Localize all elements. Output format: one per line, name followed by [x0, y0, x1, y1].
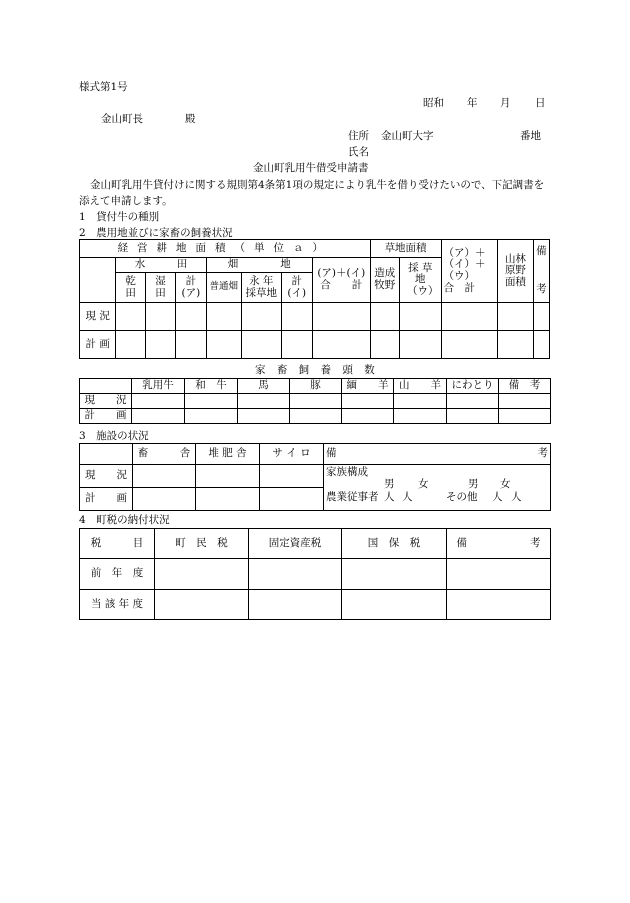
forest-area-header: 山林原野面積: [498, 240, 533, 303]
family-composition: 家族構成 男 女 男 女 農業従事者 人 人 その他 人 人: [324, 465, 551, 511]
hay-meadow-header: 採 草 地 （ウ）: [399, 258, 441, 303]
subtotal-a-header: 計 (ア): [176, 273, 206, 303]
facilities-table: [79, 443, 551, 511]
pig-header: 豚: [290, 379, 342, 394]
land-use-table: [79, 239, 550, 359]
honorific: 殿: [185, 113, 196, 125]
date-era: 昭和: [423, 97, 444, 109]
date-month: 月: [500, 97, 511, 109]
facilities-remarks-header: 備 考: [324, 444, 551, 465]
silo-header: サ イ ロ: [260, 444, 324, 465]
sheep-header: 緬 羊: [342, 379, 394, 394]
normal-field-header: 普通畑: [206, 273, 241, 303]
section-2-heading: 2 農用地並びに家畜の飼養状況: [79, 227, 233, 239]
remarks-header: 備 考: [533, 240, 549, 303]
livestock-title: 家 畜 飼 養 頭 数: [255, 364, 379, 376]
horse-header: 馬: [238, 379, 290, 394]
grassland-header: 草地面積: [370, 240, 441, 258]
tax-row-current-year: 当 該 年 度: [80, 590, 155, 620]
town-tax-header: 町 民 税: [155, 529, 249, 559]
name-label: 氏名: [348, 146, 369, 158]
wet-paddy-header: 湿 田: [145, 273, 175, 303]
facilities-corner: [80, 444, 133, 465]
dairy-cattle-header: 乳用牛: [132, 379, 185, 394]
section-4-heading: 4 町税の納付状況: [79, 514, 170, 526]
address-label: 住所: [348, 130, 369, 142]
section-1-heading: 1 貸付牛の種別: [79, 211, 160, 223]
livestock-table: [79, 378, 551, 424]
tax-table: [79, 528, 551, 620]
address-value: 金山町大字: [381, 130, 434, 142]
health-tax-header: 国 保 税: [342, 529, 447, 559]
livestock-row-current: 現 況: [80, 394, 132, 409]
addressee: 金山町長: [101, 113, 143, 125]
field-header: 畑 地: [206, 258, 312, 273]
corner-cell: [80, 258, 116, 303]
developed-pasture-header: 造成牧野: [370, 258, 399, 303]
livestock-row-plan: 計 画: [80, 409, 132, 424]
total-aiu-header: （ア）＋ （イ）＋ （ウ） 合 計: [441, 240, 498, 303]
property-tax-header: 固定資産税: [249, 529, 342, 559]
cultivated-area-header: 経営耕地面積（単位ａ）: [80, 240, 371, 258]
chicken-header: にわとり: [447, 379, 499, 394]
compost-shed-header: 堆 肥 舎: [196, 444, 260, 465]
barn-header: 畜 舎: [133, 444, 196, 465]
livestock-corner: [80, 379, 132, 394]
section-3-heading: 3 施設の状況: [79, 430, 149, 442]
facilities-row-plan: 計 画: [80, 488, 133, 511]
facilities-row-current: 現 況: [80, 465, 133, 488]
paddy-header: 水 田: [116, 258, 206, 273]
date-year: 年: [467, 97, 478, 109]
tax-remarks-header: 備 考: [447, 529, 551, 559]
perennial-meadow-header: 永 年 採草地: [242, 273, 282, 303]
address-suffix: 番地: [520, 130, 541, 142]
intro-line-1: 金山町乳用牛貸付けに関する規則第4条第1項の規定により乳牛を借り受けたいので、下記調書を: [90, 179, 545, 191]
row-label-current: 現 況: [80, 303, 116, 331]
row-label-plan: 計 画: [80, 331, 116, 359]
dry-paddy-header: 乾 田: [116, 273, 145, 303]
form-number: 様式第1号: [79, 81, 128, 93]
goat-header: 山 羊: [394, 379, 447, 394]
intro-line-2: 添えて申請します。: [79, 195, 173, 207]
date-day: 日: [535, 97, 546, 109]
tax-row-prev-year: 前 年 度: [80, 559, 155, 590]
subtotal-i-header: 計 (イ): [281, 273, 312, 303]
beef-cattle-header: 和 牛: [185, 379, 238, 394]
livestock-remarks-header: 備 考: [499, 379, 551, 394]
tax-item-header: 税 目: [80, 529, 155, 559]
sum-ai-header: (ア)＋(イ) 合 計: [312, 258, 370, 303]
document-title: 金山町乳用牛借受申請書: [253, 162, 369, 174]
